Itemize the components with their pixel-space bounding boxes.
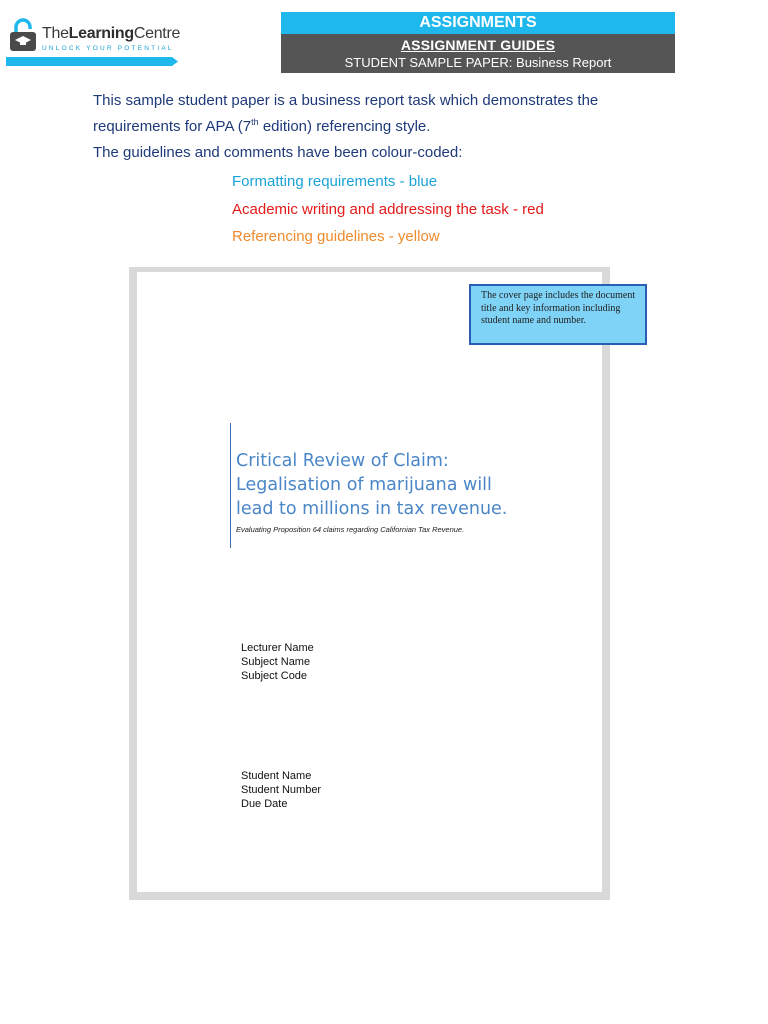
- student-info: [241, 769, 321, 812]
- intro-line-1: This sample student paper is a business report task which demonstrates the: [93, 92, 599, 109]
- intro-line-3: The guidelines and comments have been colour-coded:: [93, 144, 463, 161]
- subject-code: Subject Code: [241, 670, 308, 683]
- legend-formatting: Formatting requirements - blue: [232, 173, 438, 190]
- document-title: [236, 449, 556, 521]
- legend-academic-writing: Academic writing and addressing the task - red: [232, 200, 544, 218]
- title-accent-rule: [230, 423, 231, 548]
- banner-title: ASSIGNMENTS: [281, 12, 675, 34]
- document-subtitle: Evaluating Proposition 64 claims regarding Californian Tax Revenue.: [236, 525, 465, 534]
- title-line-3: lead to millions in tax revenue.: [236, 499, 508, 519]
- title-line-1: Critical Review of Claim:: [236, 451, 449, 471]
- intro-line-2: requirements for APA (7th edition) referencing style.: [93, 117, 431, 135]
- course-info: [241, 641, 314, 684]
- logo-accent-bar: [6, 57, 178, 66]
- lock-icon: [9, 18, 37, 52]
- student-number: Student Number: [241, 784, 322, 797]
- due-date: Due Date: [241, 798, 288, 811]
- logo-wordmark: TheLearningCentre: [42, 25, 181, 42]
- banner-lower: [281, 34, 675, 73]
- sample-cover-page: [137, 272, 636, 892]
- colour-legend: [232, 168, 544, 251]
- banner-subtitle: STUDENT SAMPLE PAPER: Business Report: [344, 55, 612, 70]
- subject-name: Subject Name: [241, 656, 311, 669]
- lecturer-name: Lecturer Name: [241, 642, 314, 654]
- sample-page-frame: [129, 267, 636, 900]
- assignments-banner: [281, 12, 675, 73]
- learning-centre-logo: [6, 14, 184, 70]
- logo-tagline: UNLOCK YOUR POTENTIAL: [42, 45, 174, 52]
- legend-referencing: Referencing guidelines - yellow: [232, 228, 440, 245]
- student-name: Student Name: [241, 770, 312, 782]
- formatting-comment-box: The cover page includes the document title and key information including student name and number.: [469, 284, 647, 345]
- banner-guides-heading: ASSIGNMENT GUIDES: [400, 37, 556, 53]
- title-line-2: Legalisation of marijuana will: [236, 475, 492, 495]
- intro-text: [93, 88, 653, 166]
